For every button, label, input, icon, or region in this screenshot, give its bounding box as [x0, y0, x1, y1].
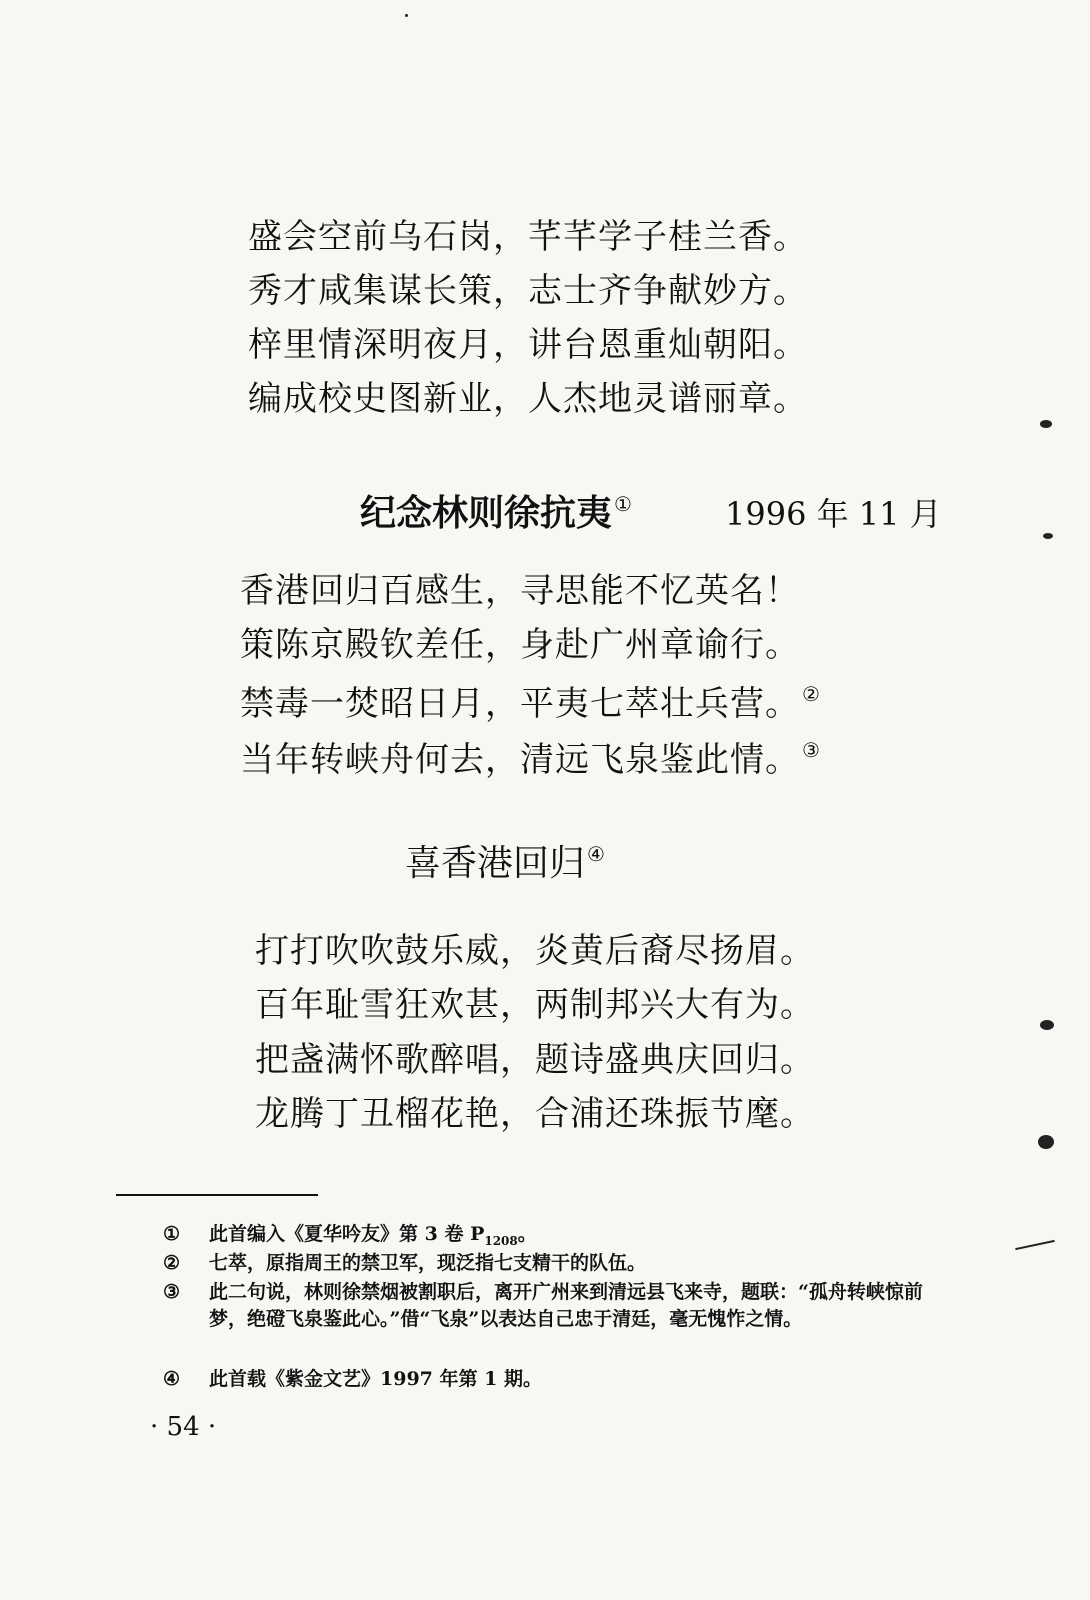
footnote-number: ③: [163, 1281, 181, 1303]
poem-line: 编成校史图新业，人杰地灵谱丽章。: [248, 379, 808, 419]
poem-line: [240, 571, 800, 611]
footnote: [163, 1279, 933, 1333]
page-number: · 54 ·: [150, 1412, 217, 1442]
poem-title-text: 纪念林则徐抗夷: [360, 493, 613, 534]
scan-speck: [405, 14, 408, 17]
poem-line: 把盏满怀歌醉唱，题诗盛典庆回归。: [255, 1040, 815, 1080]
footnote-page-subscript: 1208: [484, 1233, 518, 1248]
scan-speck: [1040, 420, 1052, 428]
poem-title: [405, 844, 605, 882]
poem-line: 盛会空前乌石岗，芊芊学子桂兰香。: [248, 217, 808, 257]
poem-line: 梓里情深明夜月，讲台恩重灿朝阳。: [248, 325, 808, 365]
scan-speck: [1040, 1020, 1054, 1030]
poem-title-text: 喜香港回归: [405, 843, 586, 884]
poem-title: [360, 494, 632, 532]
footnote-text: 此二句说，林则徐禁烟被割职后，离开广州来到清远县飞来寺，题联：“孤舟转峡惊前梦，绝磴飞泉鉴此心。”借“飞泉”以表达自己忠于清廷，毫无愧怍之情。: [209, 1281, 923, 1330]
footnote-text: 此首载《紫金文艺》1997 年第 1 期。: [209, 1368, 542, 1390]
footnote-text-tail: 。: [517, 1223, 537, 1245]
poem-line: 打打吹吹鼓乐威，炎黄后裔尽扬眉。: [255, 931, 815, 971]
footnote-mark: ④: [587, 842, 605, 866]
footnote-number: ②: [163, 1252, 181, 1274]
poem-line: [240, 625, 800, 665]
poem-line: [240, 682, 821, 724]
footnote-text: 七萃，原指周王的禁卫军，现泛指七支精干的队伍。: [209, 1252, 647, 1274]
poem-line: [240, 738, 821, 780]
footnote-mark: ①: [614, 492, 632, 516]
scan-speck: [1043, 533, 1053, 539]
poem-line-text: 禁毒一焚昭日月，平夷七萃壮兵营。: [240, 684, 800, 724]
footnote-mark: ③: [802, 738, 821, 762]
poem-line: 百年耻雪狂欢甚，两制邦兴大有为。: [255, 985, 815, 1025]
scan-speck: [1038, 1135, 1054, 1149]
footnote-number: ④: [163, 1368, 181, 1390]
poem-line-text: 香港回归百感生，寻思能不忆英名！: [240, 571, 800, 611]
scan-speck: [1015, 1240, 1055, 1250]
poem-date: 1996 年 11 月: [725, 495, 942, 533]
footnote-text-main: 此首编入《夏华吟友》第 3 卷 P: [209, 1223, 485, 1245]
footnote-number: ①: [163, 1223, 181, 1245]
footnote-divider: [116, 1194, 318, 1196]
footnote: [163, 1250, 933, 1277]
poem-line: 龙腾丁丑榴花艳，合浦还珠振节麾。: [255, 1094, 815, 1134]
footnote-mark: ②: [802, 682, 821, 706]
footnote: [163, 1366, 933, 1393]
poem-line-text: 当年转峡舟何去，清远飞泉鉴此情。: [240, 740, 800, 780]
poem-line: 秀才咸集谋长策，志士齐争献妙方。: [248, 271, 808, 311]
poem-line-text: 策陈京殿钦差任，身赴广州章谕行。: [240, 625, 800, 665]
